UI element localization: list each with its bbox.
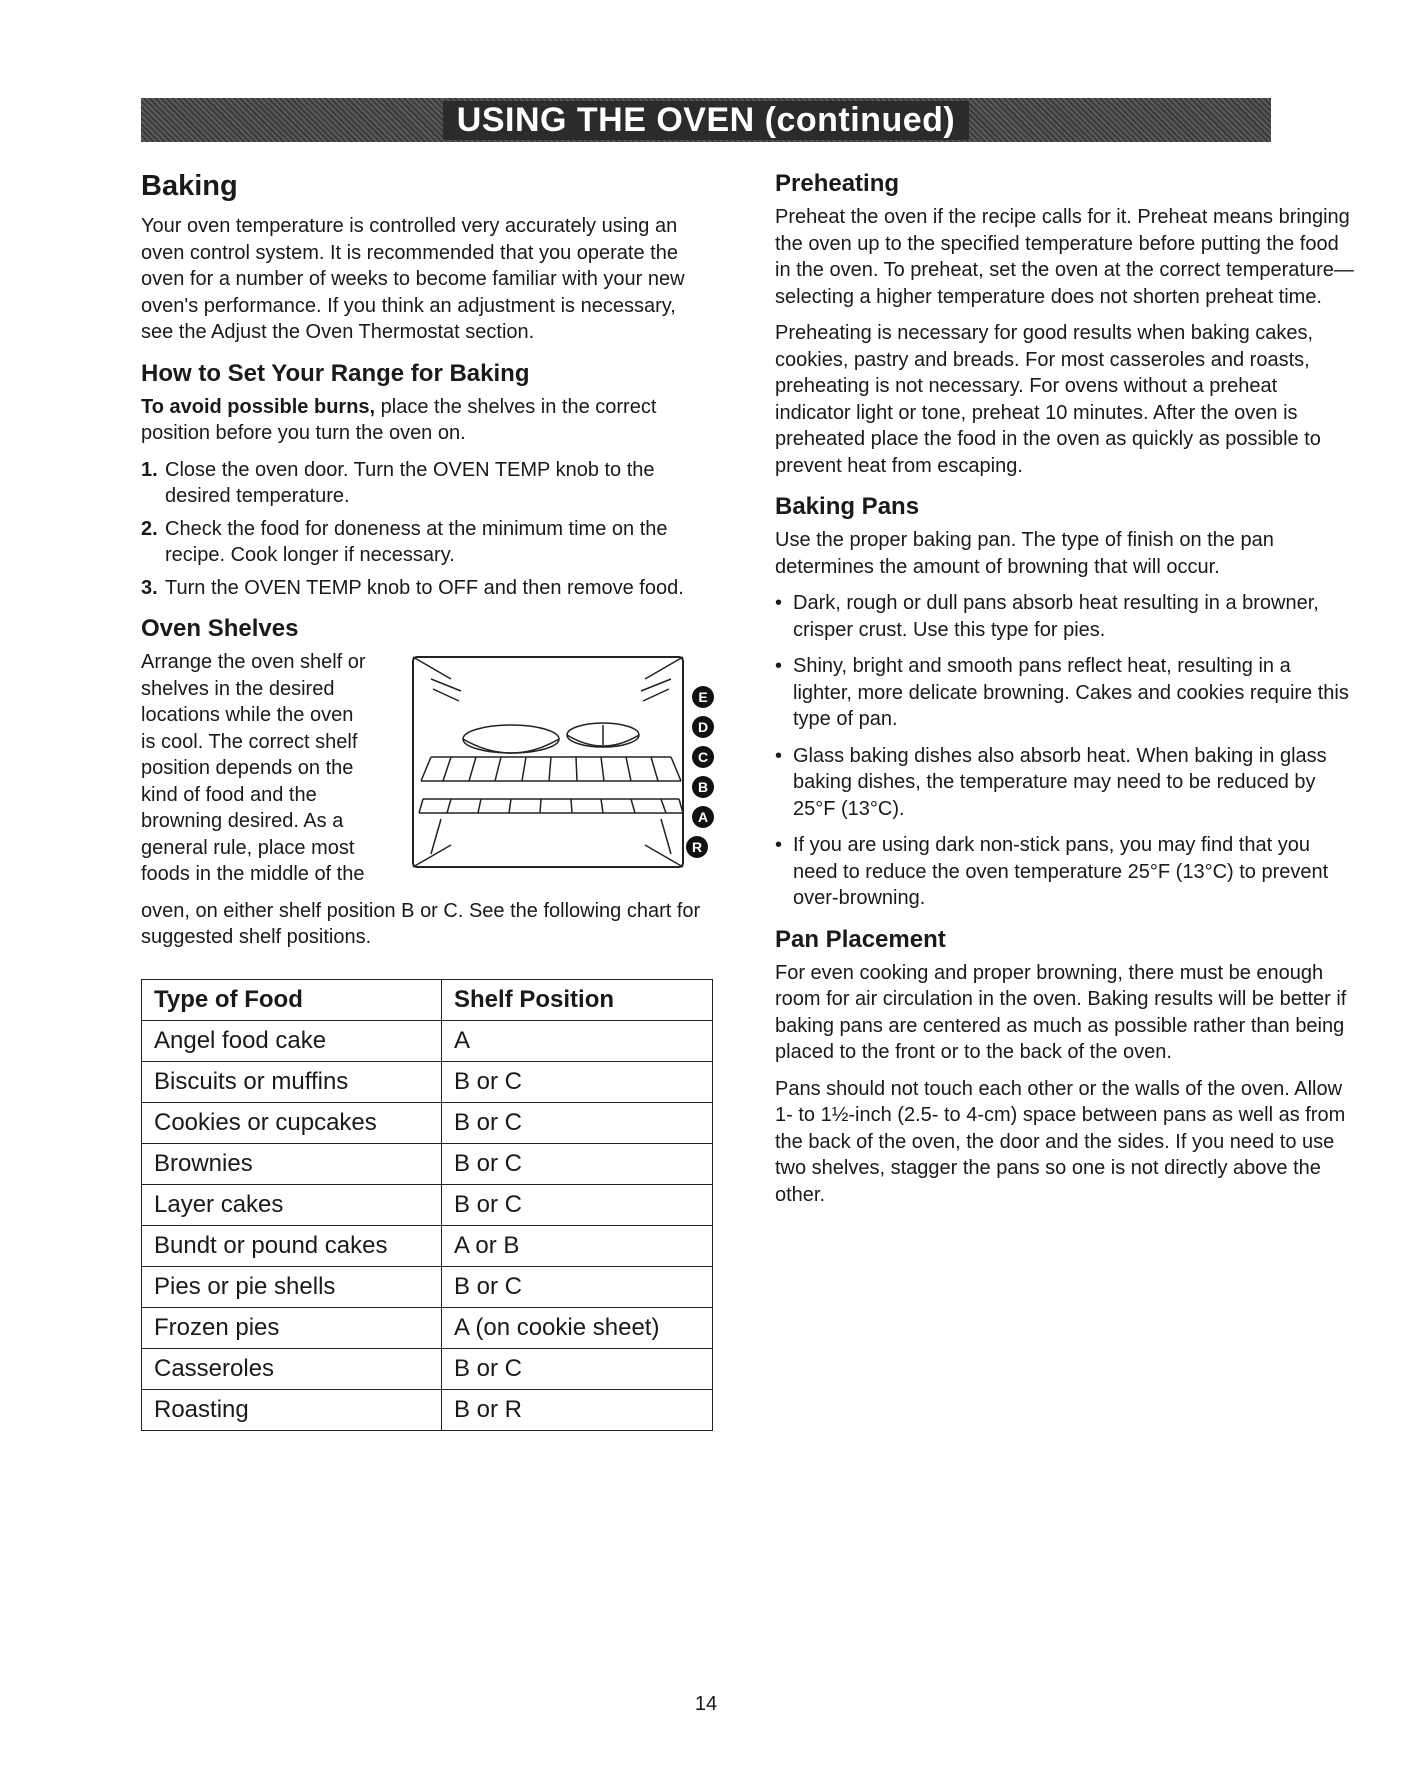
table-row: Frozen pies A (on cookie sheet): [142, 1307, 713, 1348]
step-item: 2. Check the food for doneness at the minimum time on the recipe. Cook longer if necessary.: [141, 517, 668, 566]
table-row: Casseroles B or C: [142, 1348, 713, 1389]
shelf-label-r: R: [691, 839, 703, 855]
baking-text: Your oven temperature is controlled very accurately using an oven control system. It is recommended that you operate the oven for a number of weeks to become familiar with your new oven's performance. If you think an adjustment is necessary, see the Adjust the Oven Thermostat section.: [141, 215, 685, 343]
column-header: Type of Food: [142, 979, 442, 1020]
section-banner: [141, 98, 1271, 142]
pan-placement-text-1: For even cooking and proper browning, there must be enough room for air circulation in the oven. Baking results will be better if baking pans are centered as much as possible rather than being placed to the front or to the back of the oven.: [775, 961, 1347, 1063]
banner-title: USING THE OVEN (continued): [443, 101, 969, 140]
oven-shelves-heading: Oven Shelves: [141, 615, 299, 642]
list-item: • Dark, rough or dull pans absorb heat resulting in a browner, crisper crust. Use this type for pies.: [775, 592, 1319, 641]
table-row: Pies or pie shells B or C: [142, 1266, 713, 1307]
table-row: Layer cakes B or C: [142, 1184, 713, 1225]
left-column: [141, 170, 709, 1431]
baking-steps: [141, 457, 701, 602]
shelves-text-b: oven, on either shelf position B or C. See the following chart for suggested shelf positions.: [141, 899, 701, 948]
shelf-position-table: [141, 979, 713, 1431]
shelf-label-c: C: [697, 749, 709, 765]
baking-heading: Baking: [141, 170, 238, 202]
shelves-text-a: Arrange the oven shelf or shelves in the desired locations while the oven is cool. The correct shelf position depends on the kind of food and the browning desired. As a general rule, place most foods in the middle of the: [141, 651, 366, 885]
set-range-heading: How to Set Your Range for Baking: [141, 359, 530, 387]
list-item: • If you are using dark non-stick pans, you may find that you need to reduce the oven temperature 25°F (13°C) to prevent over-browning.: [775, 834, 1329, 909]
table-header-row: [142, 979, 713, 1020]
table-row: Angel food cake A: [142, 1020, 713, 1061]
list-item: • Shiny, bright and smooth pans reflect heat, resulting in a lighter, more delicate browning. Cakes and cookies require this type of pan.: [775, 655, 1349, 730]
table-row: Bundt or pound cakes A or B: [142, 1225, 713, 1266]
step-item: 3. Turn the OVEN TEMP knob to OFF and then remove food.: [141, 576, 684, 599]
warning-rest: place the shelves in the correct position before you turn the oven on.: [141, 395, 657, 444]
pan-placement-heading: Pan Placement: [775, 925, 946, 953]
list-item: • Glass baking dishes also absorb heat. When baking in glass baking dishes, the temperature may need to be reduced by 25°F (13°C).: [775, 744, 1327, 820]
table-row: Cookies or cupcakes B or C: [142, 1102, 713, 1143]
column-header: Shelf Position: [442, 979, 713, 1020]
table-row: Brownies B or C: [142, 1143, 713, 1184]
baking-pans-list: [775, 590, 1355, 912]
page-number: 14: [694, 1693, 718, 1715]
step-item: 1. Close the oven door. Turn the OVEN TEMP knob to the desired temperature.: [141, 458, 655, 507]
pan-placement-text-2: Pans should not touch each other or the walls of the oven. Allow 1- to 1½-inch (2.5- to 4-cm) space between pans as well as from the back of the oven, the door and the sides. If you need to use two shelves, stagger the pans so one is not directly above the other.: [775, 1077, 1346, 1206]
preheating-text-1: Preheat the oven if the recipe calls for it. Preheat means bringing the oven up to the specified temperature before putting the food in the oven. To preheat, set the oven at the correct temperature—selecting a higher temperature does not shorten preheat time.: [775, 206, 1354, 308]
table-row: Biscuits or muffins B or C: [142, 1061, 713, 1102]
oven-shelf-illustration: [391, 649, 721, 874]
shelf-label-d: D: [697, 719, 709, 735]
baking-pans-heading: Baking Pans: [775, 493, 920, 520]
shelf-label-b: B: [697, 779, 709, 795]
warning-bold: To avoid possible burns,: [141, 395, 376, 418]
right-column: [775, 170, 1355, 1218]
oven-shelves-section: [141, 649, 709, 951]
shelf-label-a: A: [697, 809, 709, 825]
burn-warning: [141, 394, 701, 447]
preheating-heading: Preheating: [775, 170, 900, 197]
preheating-text-2: Preheating is necessary for good results when baking cakes, cookies, pastry and breads. For most casseroles and roasts, preheating is not necessary. For ovens without a preheat indicator light or tone, preheat 10 minutes. After the oven is preheated place the food in the oven as quickly as possible to prevent heat from escaping.: [775, 322, 1321, 477]
shelf-label-e: E: [698, 689, 708, 705]
baking-pans-intro: Use the proper baking pan. The type of finish on the pan determines the amount of browning that will occur.: [775, 529, 1274, 578]
table-row: Roasting B or R: [142, 1389, 713, 1430]
